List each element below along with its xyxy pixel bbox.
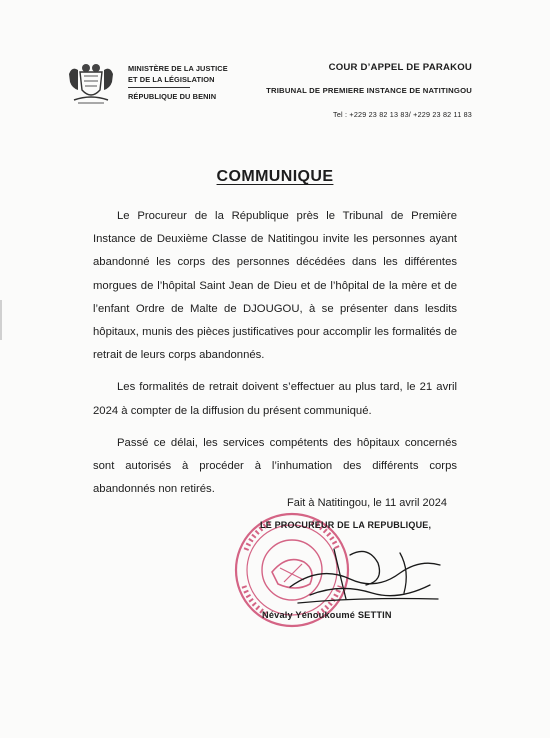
paragraph-1: Le Procureur de la République près le Tribunal de Première Instance de Deuxième Classe de Natitingou invite les personnes ayant abandonné les corps des personnes décédées dans les différentes morgues de l’hôpital Saint Jean de Dieu et de l’hôpital de la mère et de l’enfant Ordre de Malte de DJOUGOU, à se présenter dans lesdits hôpitaux, munis des pièces justificatives pour accomplir les formalités de retrait de leurs corps abandonnés. <box>93 210 457 362</box>
ministry-name-line2: ET DE LA LÉGISLATION <box>128 75 215 84</box>
signatory-title: LE PROCUREUR DE LA REPUBLIQUE, <box>260 520 432 530</box>
scan-edge-mark <box>0 300 2 340</box>
ministry-block <box>128 63 238 102</box>
country-name: RÉPUBLIQUE DU BENIN <box>128 92 217 101</box>
document-title-text: COMMUNIQUE <box>216 168 334 185</box>
signatory-name: Névaly Yénoukoumé SETTIN <box>262 610 392 620</box>
document-title <box>0 168 550 186</box>
phone-numbers: Tel : +229 23 82 13 83/ +229 23 82 11 83 <box>333 110 472 119</box>
tribunal-name: TRIBUNAL DE PREMIERE INSTANCE DE NATITINGOU <box>266 86 472 95</box>
paragraph-2: Les formalités de retrait doivent s’effectuer au plus tard, le 21 avril 2024 à compter de la diffusion du présent communiqué. <box>93 381 457 417</box>
ministry-divider <box>128 87 190 88</box>
handwritten-signature <box>280 535 450 615</box>
paragraph-3: Passé ce délai, les services compétents des hôpitaux concernés sont autorisés à procéder à l’inhumation des différents corps abandonnés non retirés. <box>93 436 457 496</box>
place-and-date: Fait à Natitingou, le 11 avril 2024 <box>287 497 447 509</box>
communique-body <box>93 205 457 510</box>
coat-of-arms-icon <box>66 60 116 108</box>
court-title: COUR D’APPEL DE PARAKOU <box>328 62 472 73</box>
ministry-name-line1: MINISTÈRE DE LA JUSTICE <box>128 64 228 73</box>
